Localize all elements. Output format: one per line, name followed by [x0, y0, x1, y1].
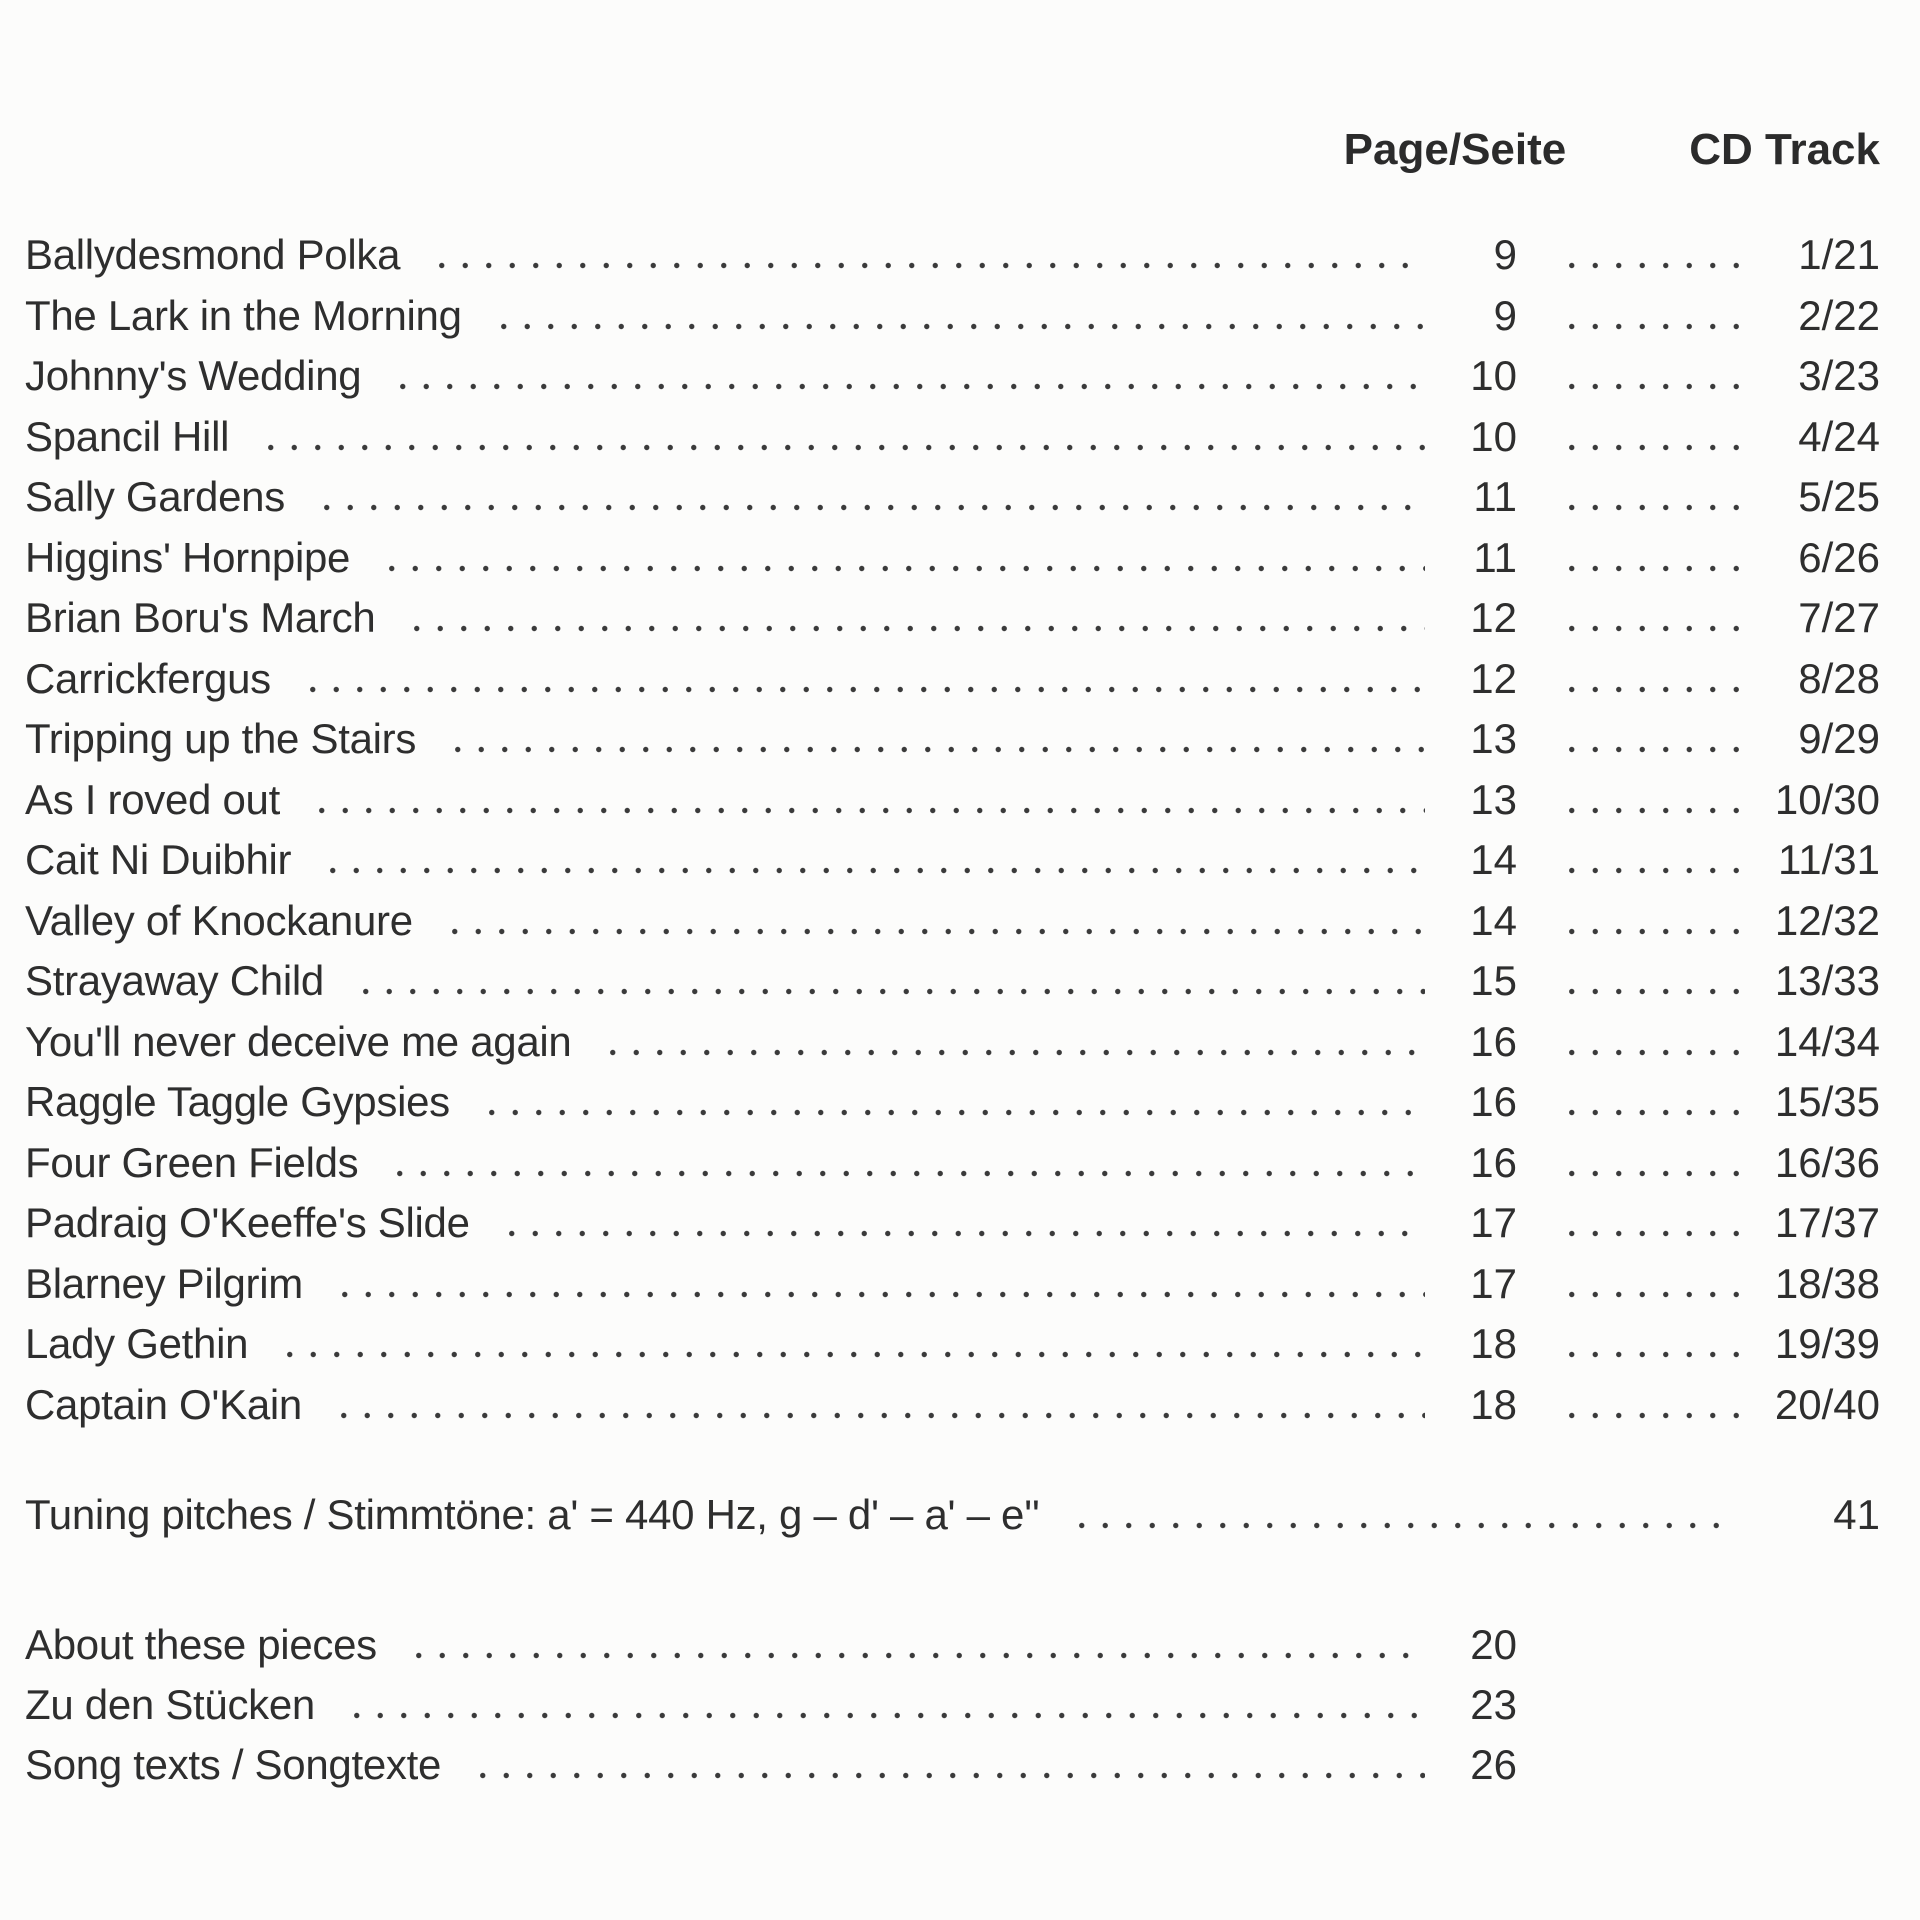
dot-leader: [321, 867, 1425, 874]
toc-track-number: 5/25: [1798, 473, 1880, 520]
toc-row: [25, 1072, 1880, 1133]
dot-leader: [443, 928, 1425, 935]
dot-leader: [1560, 1109, 1740, 1116]
toc-row: [25, 225, 1880, 286]
toc-track-number: 11/31: [1778, 836, 1880, 883]
back-matter-page-number: 20: [1470, 1620, 1517, 1668]
back-matter-row: [25, 1615, 1880, 1675]
dot-leader: [391, 383, 1425, 390]
toc-title: Carrickfergus: [25, 654, 271, 702]
dot-leader: [333, 1291, 1425, 1298]
toc-row: [25, 830, 1880, 891]
dot-leader: [388, 1170, 1425, 1177]
toc-track-number: 17/37: [1774, 1199, 1880, 1246]
toc-page-number: 12: [1470, 594, 1517, 641]
dot-leader: [315, 504, 1425, 511]
toc-title: Four Green Fields: [25, 1138, 359, 1186]
toc-title: Captain O'Kain: [25, 1380, 302, 1428]
toc-row: [25, 951, 1880, 1012]
toc-track-number: 9/29: [1798, 715, 1880, 762]
toc-row: [25, 1012, 1880, 1073]
toc-row: [25, 407, 1880, 468]
toc-page-number: 9: [1493, 291, 1517, 339]
back-matter-row: [25, 1675, 1880, 1735]
toc-title: Blarney Pilgrim: [25, 1259, 303, 1307]
toc-page-number: 14: [1470, 896, 1517, 944]
dot-leader: [1560, 1412, 1740, 1419]
dot-leader: [310, 807, 1425, 814]
toc-title: As I roved out: [25, 775, 280, 823]
toc-title: Strayaway Child: [25, 957, 324, 1004]
back-matter-page-number: 26: [1470, 1740, 1517, 1788]
dot-leader: [1560, 807, 1740, 814]
dot-leader: [301, 686, 1425, 693]
toc-track-number: 7/27: [1798, 594, 1880, 641]
dot-leader: [1560, 504, 1740, 511]
toc-page-number: 16: [1470, 1138, 1517, 1186]
dot-leader: [1560, 625, 1740, 632]
dot-leader: [500, 1230, 1425, 1237]
toc-title: You'll never deceive me again: [25, 1017, 572, 1065]
dot-leader: [446, 746, 1425, 753]
dot-leader: [259, 444, 1425, 451]
toc-row: [25, 891, 1880, 952]
toc-page-number: 16: [1470, 1078, 1517, 1125]
back-matter-title: Song texts / Songtexte: [25, 1740, 442, 1788]
tuning-track-number: 41: [1833, 1491, 1880, 1538]
dot-leader: [1560, 1230, 1740, 1237]
tuning-pitches-row: [25, 1485, 1880, 1546]
dot-leader: [1560, 1049, 1740, 1056]
row-spacer: [1517, 1778, 1880, 1779]
page-column-header: Page/Seite: [1343, 125, 1567, 174]
toc-page-number: 12: [1470, 654, 1517, 702]
toc-track-number: 2/22: [1798, 291, 1880, 339]
toc-title: Brian Boru's March: [25, 594, 376, 641]
toc-page-number: 16: [1470, 1017, 1517, 1065]
row-spacer: [1517, 1658, 1880, 1659]
dot-leader: [601, 1049, 1425, 1056]
dot-leader: [1560, 444, 1740, 451]
toc-track-number: 15/35: [1774, 1078, 1880, 1125]
toc-track-number: 4/24: [1798, 412, 1880, 460]
toc-page-number: 10: [1470, 352, 1517, 399]
dot-leader: [405, 625, 1425, 632]
toc-track-number: 12/32: [1774, 896, 1880, 944]
toc-page-number: 13: [1470, 715, 1517, 762]
toc-row: [25, 346, 1880, 407]
toc-page-number: 9: [1493, 231, 1517, 278]
toc-title: Valley of Knockanure: [25, 896, 413, 944]
dot-leader: [332, 1412, 1425, 1419]
toc-title: Raggle Taggle Gypsies: [25, 1078, 450, 1125]
toc-title: The Lark in the Morning: [25, 291, 462, 339]
back-matter-page-number: 23: [1470, 1680, 1517, 1728]
toc-list: [25, 225, 1880, 1435]
toc-row: [25, 588, 1880, 649]
dot-leader: [345, 1712, 1425, 1719]
dot-leader: [1560, 928, 1740, 935]
dot-leader: [1560, 867, 1740, 874]
toc-track-number: 16/36: [1774, 1138, 1880, 1186]
row-spacer: [1517, 1718, 1880, 1719]
toc-page-number: 10: [1470, 412, 1517, 460]
toc-row: [25, 649, 1880, 710]
toc-page-number: 17: [1470, 1199, 1517, 1246]
toc-title: Higgins' Hornpipe: [25, 533, 351, 581]
toc-title: Johnny's Wedding: [25, 352, 362, 399]
toc-title: Tripping up the Stairs: [25, 715, 417, 762]
toc-track-number: 6/26: [1798, 533, 1880, 581]
toc-row: [25, 1254, 1880, 1315]
dot-leader: [430, 262, 1425, 269]
toc-page-number: 14: [1470, 836, 1517, 883]
toc-track-number: 8/28: [1798, 654, 1880, 702]
dot-leader: [1560, 383, 1740, 390]
dot-leader: [480, 1109, 1425, 1116]
dot-leader: [380, 565, 1425, 572]
toc-row: [25, 286, 1880, 347]
toc-page-number: 18: [1470, 1320, 1517, 1367]
dot-leader: [492, 323, 1425, 330]
toc-row: [25, 1133, 1880, 1194]
toc-row: [25, 467, 1880, 528]
toc-track-number: 1/21: [1798, 231, 1880, 278]
toc-row: [25, 1314, 1880, 1375]
toc-track-number: 10/30: [1774, 775, 1880, 823]
back-matter-title: Zu den Stücken: [25, 1680, 315, 1728]
toc-title: Lady Gethin: [25, 1320, 249, 1367]
dot-leader: [278, 1351, 1425, 1358]
toc-title: Ballydesmond Polka: [25, 231, 401, 278]
toc-page-number: 15: [1470, 957, 1517, 1004]
toc-page-number: 13: [1470, 775, 1517, 823]
track-column-header: CD Track: [1689, 125, 1880, 174]
toc-track-number: 18/38: [1774, 1259, 1880, 1307]
dot-leader: [1560, 988, 1740, 995]
dot-leader: [1560, 1170, 1740, 1177]
toc-row: [25, 1193, 1880, 1254]
toc-page-number: 11: [1473, 533, 1517, 581]
toc-row: [25, 770, 1880, 831]
back-matter-row: [25, 1735, 1880, 1795]
toc-title: Sally Gardens: [25, 473, 285, 520]
dot-leader: [1560, 323, 1740, 330]
toc-track-number: 13/33: [1774, 957, 1880, 1004]
toc-track-number: 3/23: [1798, 352, 1880, 399]
toc-title: Cait Ni Duibhir: [25, 836, 292, 883]
back-matter-title: About these pieces: [25, 1620, 377, 1668]
back-matter-list: [25, 1615, 1880, 1795]
tuning-pitches-label: Tuning pitches / Stimmtöne: a' = 440 Hz, g – d' – a' – e'': [25, 1491, 1040, 1538]
toc-track-number: 14/34: [1774, 1017, 1880, 1065]
dot-leader: [471, 1772, 1425, 1779]
column-header-row: [25, 120, 1880, 180]
dot-leader: [1560, 746, 1740, 753]
dot-leader: [1560, 565, 1740, 572]
dot-leader: [1070, 1522, 1728, 1529]
toc-title: Spancil Hill: [25, 412, 230, 460]
dot-leader: [1560, 1351, 1740, 1358]
toc-page-number: 17: [1470, 1259, 1517, 1307]
dot-leader: [407, 1652, 1425, 1659]
toc-page-number: 11: [1473, 473, 1517, 520]
toc-row: [25, 709, 1880, 770]
toc-title: Padraig O'Keeffe's Slide: [25, 1199, 470, 1246]
toc-track-number: 20/40: [1774, 1380, 1880, 1428]
dot-leader: [354, 988, 1425, 995]
dot-leader: [1560, 262, 1740, 269]
toc-row: [25, 1375, 1880, 1436]
toc-track-number: 19/39: [1774, 1320, 1880, 1367]
dot-leader: [1560, 686, 1740, 693]
toc-row: [25, 528, 1880, 589]
toc-page-number: 18: [1470, 1380, 1517, 1428]
dot-leader: [1560, 1291, 1740, 1298]
